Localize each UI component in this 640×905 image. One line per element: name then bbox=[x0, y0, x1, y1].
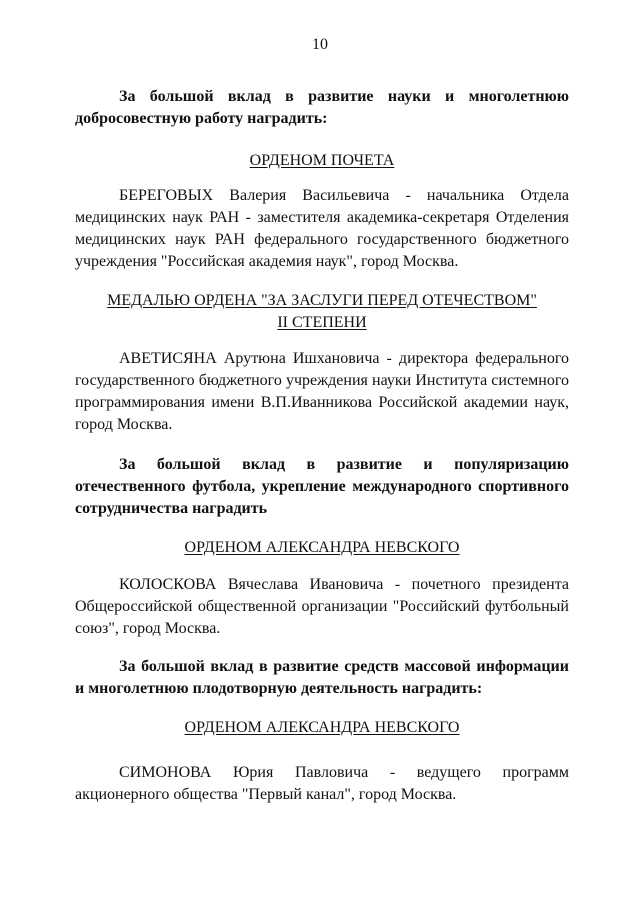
awardee-paragraph: АВЕТИСЯНА Арутюна Ишхановича - директора федерального государственного бюджетного учреждения науки Института системного программирования имени В.П.Иванникова Российской академии наук, город Москва. bbox=[75, 350, 569, 433]
award-heading: За большой вклад в развитие средств массовой информации и многолетнюю плодотворную деятельность наградить: bbox=[75, 658, 569, 697]
award-title bbox=[75, 537, 569, 559]
award-title-text: ОРДЕНОМ АЛЕКСАНДРА НЕВСКОГО bbox=[184, 539, 460, 556]
award-title bbox=[75, 717, 569, 739]
awardee-paragraph: БЕРЕГОВЫХ Валерия Васильевича - начальника Отдела медицинских наук РАН - заместителя академика-секретаря Отделения медицинских наук РАН федерального государственного бюджетного учреждения "Российская академия наук", город Москва. bbox=[75, 187, 569, 270]
award-title-text: ОРДЕНОМ ПОЧЕТА bbox=[249, 152, 395, 169]
award-title bbox=[75, 290, 569, 312]
award-heading: За большой вклад в развитие науки и многолетнюю добросовестную работу наградить: bbox=[75, 88, 569, 127]
award-title-degree bbox=[75, 312, 569, 334]
award-title bbox=[75, 150, 569, 172]
award-title-text: МЕДАЛЬЮ ОРДЕНА "ЗА ЗАСЛУГИ ПЕРЕД ОТЕЧЕСТВОМ" bbox=[107, 292, 537, 309]
page-number: 10 bbox=[312, 36, 328, 53]
award-title-text: ОРДЕНОМ АЛЕКСАНДРА НЕВСКОГО bbox=[184, 719, 460, 736]
award-title-text: II СТЕПЕНИ bbox=[277, 314, 367, 331]
awardee-paragraph: СИМОНОВА Юрия Павловича - ведущего программ акционерного общества "Первый канал", город Москва. bbox=[75, 764, 569, 803]
awardee-paragraph: КОЛОСКОВА Вячеслава Ивановича - почетного президента Общероссийской общественной организации "Российский футбольный союз", город Москва. bbox=[75, 576, 569, 637]
award-heading: За большой вклад в развитие и популяризацию отечественного футбола, укрепление международного спортивного сотрудничества наградить bbox=[75, 456, 569, 517]
